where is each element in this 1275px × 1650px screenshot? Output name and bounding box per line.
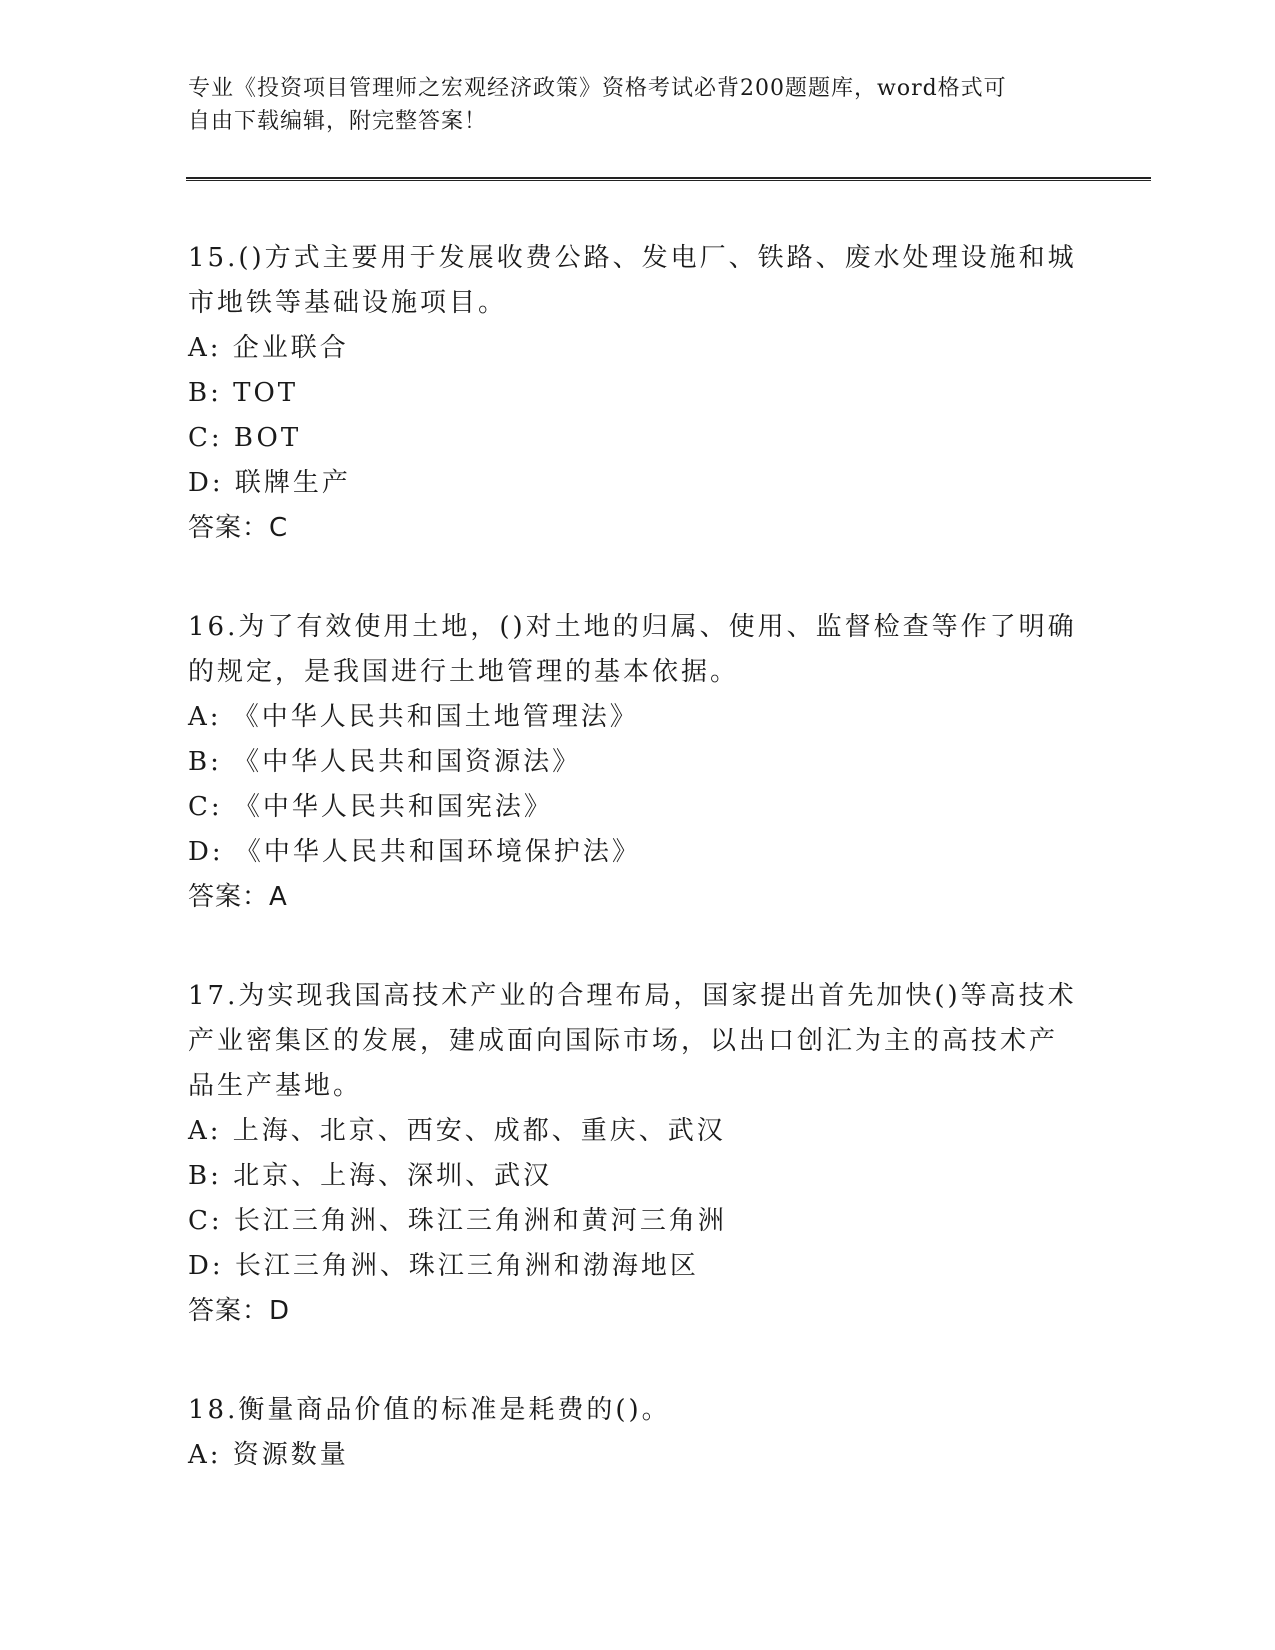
option-a: A: 企业联合: [188, 333, 349, 363]
question-16: [188, 605, 1088, 920]
question-17: [188, 974, 1088, 1334]
question-15: [188, 236, 1088, 551]
option-c: C: 《中华人民共和国宪法》: [188, 792, 553, 822]
option-c: C: 长江三角洲、珠江三角洲和黄河三角洲: [188, 1206, 727, 1236]
option-c: C: BOT: [188, 423, 302, 453]
option-a: A: 资源数量: [188, 1440, 349, 1470]
option-d: D: 联牌生产: [188, 468, 351, 498]
option-b: B: 《中华人民共和国资源法》: [188, 747, 582, 777]
document-header: [188, 72, 1068, 138]
answer-line: 答案：D: [188, 1296, 291, 1326]
option-a: A: 上海、北京、西安、成都、重庆、武汉: [188, 1116, 726, 1146]
question-stem-line: 17.为实现我国高技术产业的合理布局，国家提出首先加快()等高技术: [188, 981, 1077, 1011]
question-18: [188, 1388, 1088, 1478]
question-stem-line: 18.衡量商品价值的标准是耗费的()。: [188, 1395, 671, 1425]
option-b: B: TOT: [188, 378, 299, 408]
question-stem-line: 产业密集区的发展，建成面向国际市场，以出口创汇为主的高技术产: [188, 1026, 1059, 1056]
option-d: D: 《中华人民共和国环境保护法》: [188, 837, 641, 867]
question-stem-line: 市地铁等基础设施项目。: [188, 288, 508, 318]
header-divider: [186, 177, 1151, 181]
option-b: B: 北京、上海、深圳、武汉: [188, 1161, 553, 1191]
header-line-1: 专业《投资项目管理师之宏观经济政策》资格考试必背200题题库，word格式可: [188, 76, 1007, 101]
header-line-2: 自由下载编辑，附完整答案！: [188, 109, 488, 134]
answer-line: 答案：A: [188, 882, 288, 912]
option-a: A: 《中华人民共和国土地管理法》: [188, 702, 639, 732]
option-d: D: 长江三角洲、珠江三角洲和渤海地区: [188, 1251, 699, 1281]
answer-line: 答案：C: [188, 513, 289, 543]
question-stem-line: 的规定，是我国进行土地管理的基本依据。: [188, 657, 740, 687]
question-stem-line: 16.为了有效使用土地，()对土地的归属、使用、监督检查等作了明确: [188, 612, 1077, 642]
question-stem-line: 15.()方式主要用于发展收费公路、发电厂、铁路、废水处理设施和城: [188, 243, 1077, 273]
question-stem-line: 品生产基地。: [188, 1071, 363, 1101]
question-list: [188, 236, 1088, 1532]
